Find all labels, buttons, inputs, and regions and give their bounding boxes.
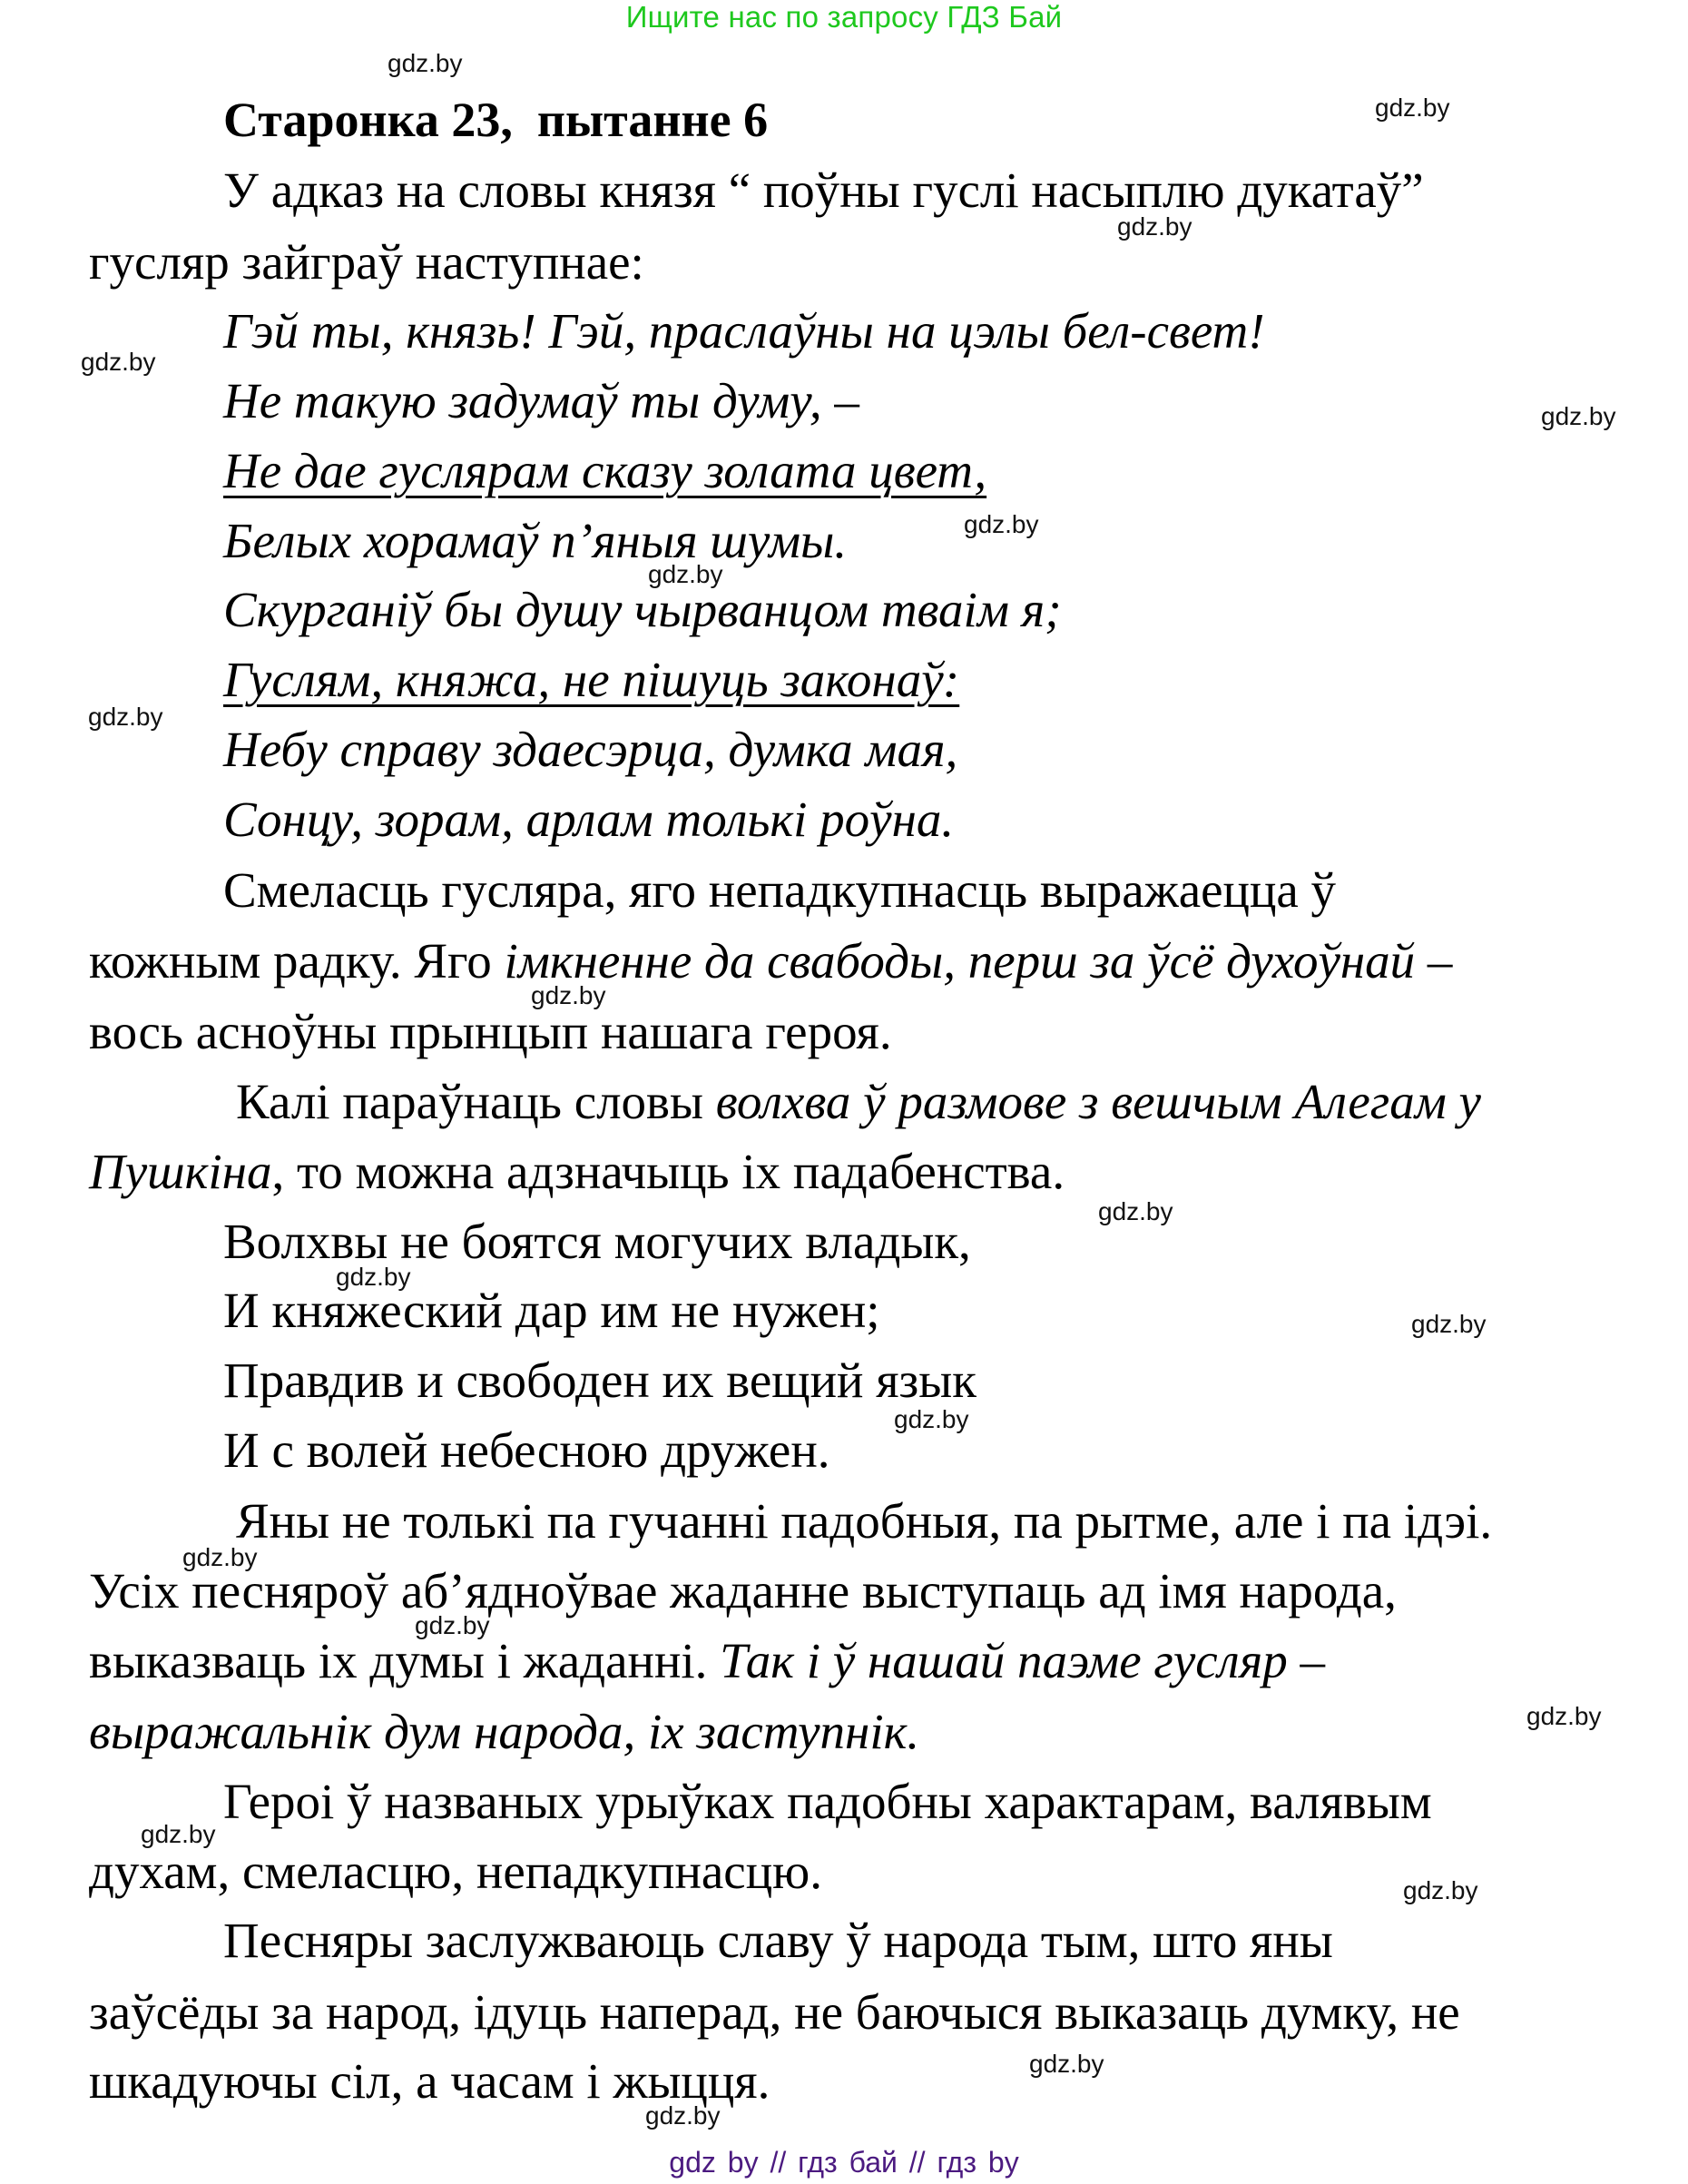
paragraph-2-line-1: Смеласць гусляра, яго непадкупнасць выражаецца ў: [223, 862, 1337, 918]
plain-text: выказваць іх думы і жаданні.: [89, 1633, 721, 1688]
paragraph-4-line-4: выражальнік дум народа, іх заступнік.: [89, 1704, 920, 1759]
plain-text: –: [1415, 933, 1453, 989]
watermark-text: gdz.by: [182, 1543, 258, 1571]
poem-line: Правдив и свободен их вещий язык: [223, 1353, 976, 1408]
plain-text: Калі параўнаць словы: [236, 1074, 716, 1129]
watermark-text: gdz.by: [1411, 1310, 1487, 1338]
watermark-text: gdz.by: [388, 49, 463, 77]
poem-line: Белых хорамаў п’яныя шумы.: [223, 513, 848, 568]
poem-line: Сонцу, зорам, арлам толькі роўна.: [223, 792, 955, 847]
poem-line: Скурганіў бы душу чырванцом тваім я;: [223, 582, 1062, 637]
paragraph-6-line-3: шкадуючы сіл, а часам і жыцця.: [89, 2053, 770, 2109]
watermark-text: gdz.by: [1029, 2050, 1104, 2078]
italic-text: імкненне да свабоды, перш за ўсё духоўнай: [504, 933, 1416, 989]
poem-line-underlined: Гуслям, княжа, не пішуць законаў:: [223, 652, 960, 707]
watermark-text: gdz.by: [648, 560, 723, 588]
paragraph-3-line-1: [236, 1073, 1481, 1131]
watermark-text: gdz.by: [1526, 1702, 1602, 1730]
poem-line: Гэй ты, князь! Гэй, праслаўны на цэлы бел-свет!: [223, 303, 1265, 359]
watermark-text: gdz.by: [415, 1611, 490, 1639]
watermark-text: gdz.by: [894, 1405, 969, 1433]
watermark-text: gdz.by: [1117, 212, 1192, 241]
header-search-banner[interactable]: Ищите нас по запросу ГДЗ Бай: [625, 0, 1063, 34]
watermark-text: gdz.by: [141, 1820, 216, 1848]
watermark-text: gdz.by: [1375, 93, 1450, 122]
italic-text: волхва ў размове з вешчым Алегам у: [715, 1074, 1481, 1129]
paragraph-3-line-2: [89, 1143, 1065, 1201]
paragraph-1-line-1: У адказ на словы князя “ поўны гуслі насыплю дукатаў”: [223, 162, 1424, 218]
poem-line: И с волей небесною дружен.: [223, 1422, 830, 1478]
plain-text: , то можна адзначыць іх падабенства.: [271, 1144, 1065, 1199]
paragraph-2-line-3: вось асноўны прынцып нашага героя.: [89, 1004, 892, 1059]
footer-site-links[interactable]: gdz by // гдз бай // гдз by: [669, 2146, 1019, 2179]
italic-text: Пушкіна: [89, 1144, 272, 1199]
watermark-text: gdz.by: [88, 703, 163, 731]
watermark-text: gdz.by: [531, 981, 606, 1009]
watermark-text: gdz.by: [1541, 402, 1616, 430]
poem-line: Небу справу здаесэрца, думка мая,: [223, 722, 958, 777]
watermark-text: gdz.by: [964, 510, 1039, 538]
watermark-text: gdz.by: [81, 348, 156, 376]
watermark-text: gdz.by: [336, 1263, 411, 1291]
italic-text: Так і ў нашай паэме гусляр –: [720, 1633, 1325, 1688]
paragraph-1-line-2: гусляр зайграў наступнае:: [89, 234, 644, 290]
poem-line-underlined: Не дае гуслярам сказу золата цвет,: [223, 443, 987, 498]
poem-line: Волхвы не боятся могучих владык,: [223, 1214, 971, 1269]
paragraph-6-line-1: Песняры заслужваюць славу ў народа тым, што яны: [223, 1913, 1333, 1968]
paragraph-4-line-1: Яны не толькі па гучанні падобныя, па рытме, але і па ідэі.: [236, 1493, 1493, 1549]
paragraph-2-line-2: [89, 932, 1452, 990]
paragraph-5-line-1: Героі ў названых урыўках падобны характарам, валявым: [223, 1774, 1432, 1829]
paragraph-4-line-2: Усіх песняроў аб’ядноўвае жаданне выступаць ад імя народа,: [89, 1563, 1397, 1618]
watermark-text: gdz.by: [1098, 1197, 1173, 1225]
watermark-text: gdz.by: [645, 2101, 721, 2130]
paragraph-5-line-2: духам, смеласцю, непадкупнасцю.: [89, 1844, 822, 1899]
poem-line: Не такую задумаў ты думу, –: [223, 373, 859, 428]
paragraph-6-line-2: заўсёды за народ, ідуць наперад, не баючыся выказаць думку, не: [89, 1984, 1460, 2040]
page-title: Старонка 23, пытанне 6: [223, 93, 769, 147]
poem-line: И княжеский дар им не нужен;: [223, 1283, 880, 1338]
watermark-text: gdz.by: [1403, 1876, 1478, 1904]
paragraph-4-line-3: [89, 1632, 1325, 1690]
plain-text: кожным радку. Яго: [89, 933, 505, 989]
